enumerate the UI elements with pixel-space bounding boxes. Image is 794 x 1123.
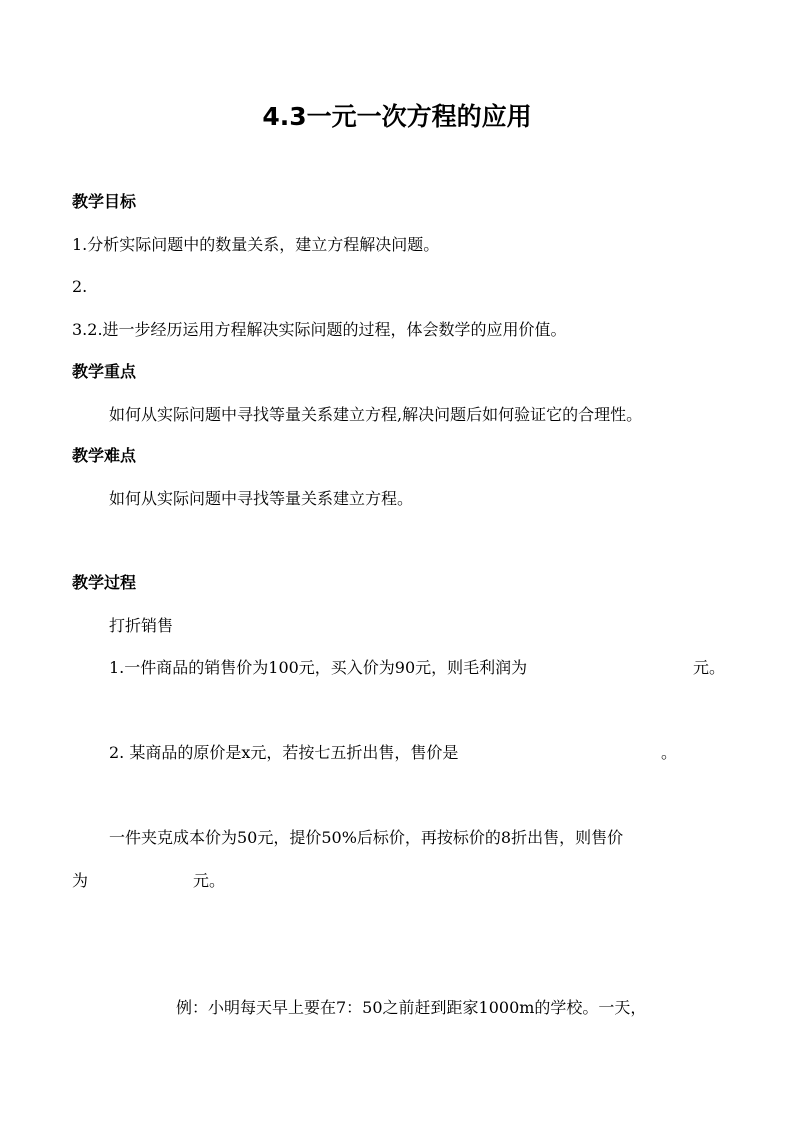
process-heading: 教学过程 (72, 573, 137, 592)
question-3-line-2-end: 元。 (193, 871, 226, 890)
question-1-text: 1.一件商品的销售价为100元，买入价为90元，则毛利润为 (109, 658, 528, 677)
question-3-line-2-start: 为 (72, 871, 89, 890)
objective-item-2: 2. (72, 277, 88, 296)
objective-item-1: 1.分析实际问题中的数量关系，建立方程解决问题。 (72, 235, 440, 254)
process-subheading: 打折销售 (109, 616, 174, 635)
page-title: 4.3一元一次方程的应用 (262, 102, 532, 131)
question-1-end: 元。 (693, 658, 726, 677)
key-points-heading: 教学重点 (72, 362, 137, 381)
difficulties-heading: 教学难点 (72, 446, 137, 465)
key-points-text: 如何从实际问题中寻找等量关系建立方程,解决问题后如何验证它的合理性。 (109, 405, 643, 424)
example-text: 例：小明每天早上要在7：50之前赶到距家1000m的学校。一天， (176, 998, 647, 1017)
question-1 (109, 658, 527, 678)
question-2 (109, 743, 458, 763)
difficulties-text: 如何从实际问题中寻找等量关系建立方程。 (109, 489, 414, 508)
question-2-end: 。 (661, 743, 678, 762)
objective-item-3: 3.2.进一步经历运用方程解决实际问题的过程，体会数学的应用价值。 (72, 320, 567, 339)
question-2-text: 2. 某商品的原价是x元，若按七五折出售，售价是 (109, 743, 459, 762)
question-3-line-1: 一件夹克成本价为50元，提价50%后标价，再按标价的8折出售，则售价 (109, 828, 624, 847)
objectives-heading: 教学目标 (72, 192, 137, 211)
